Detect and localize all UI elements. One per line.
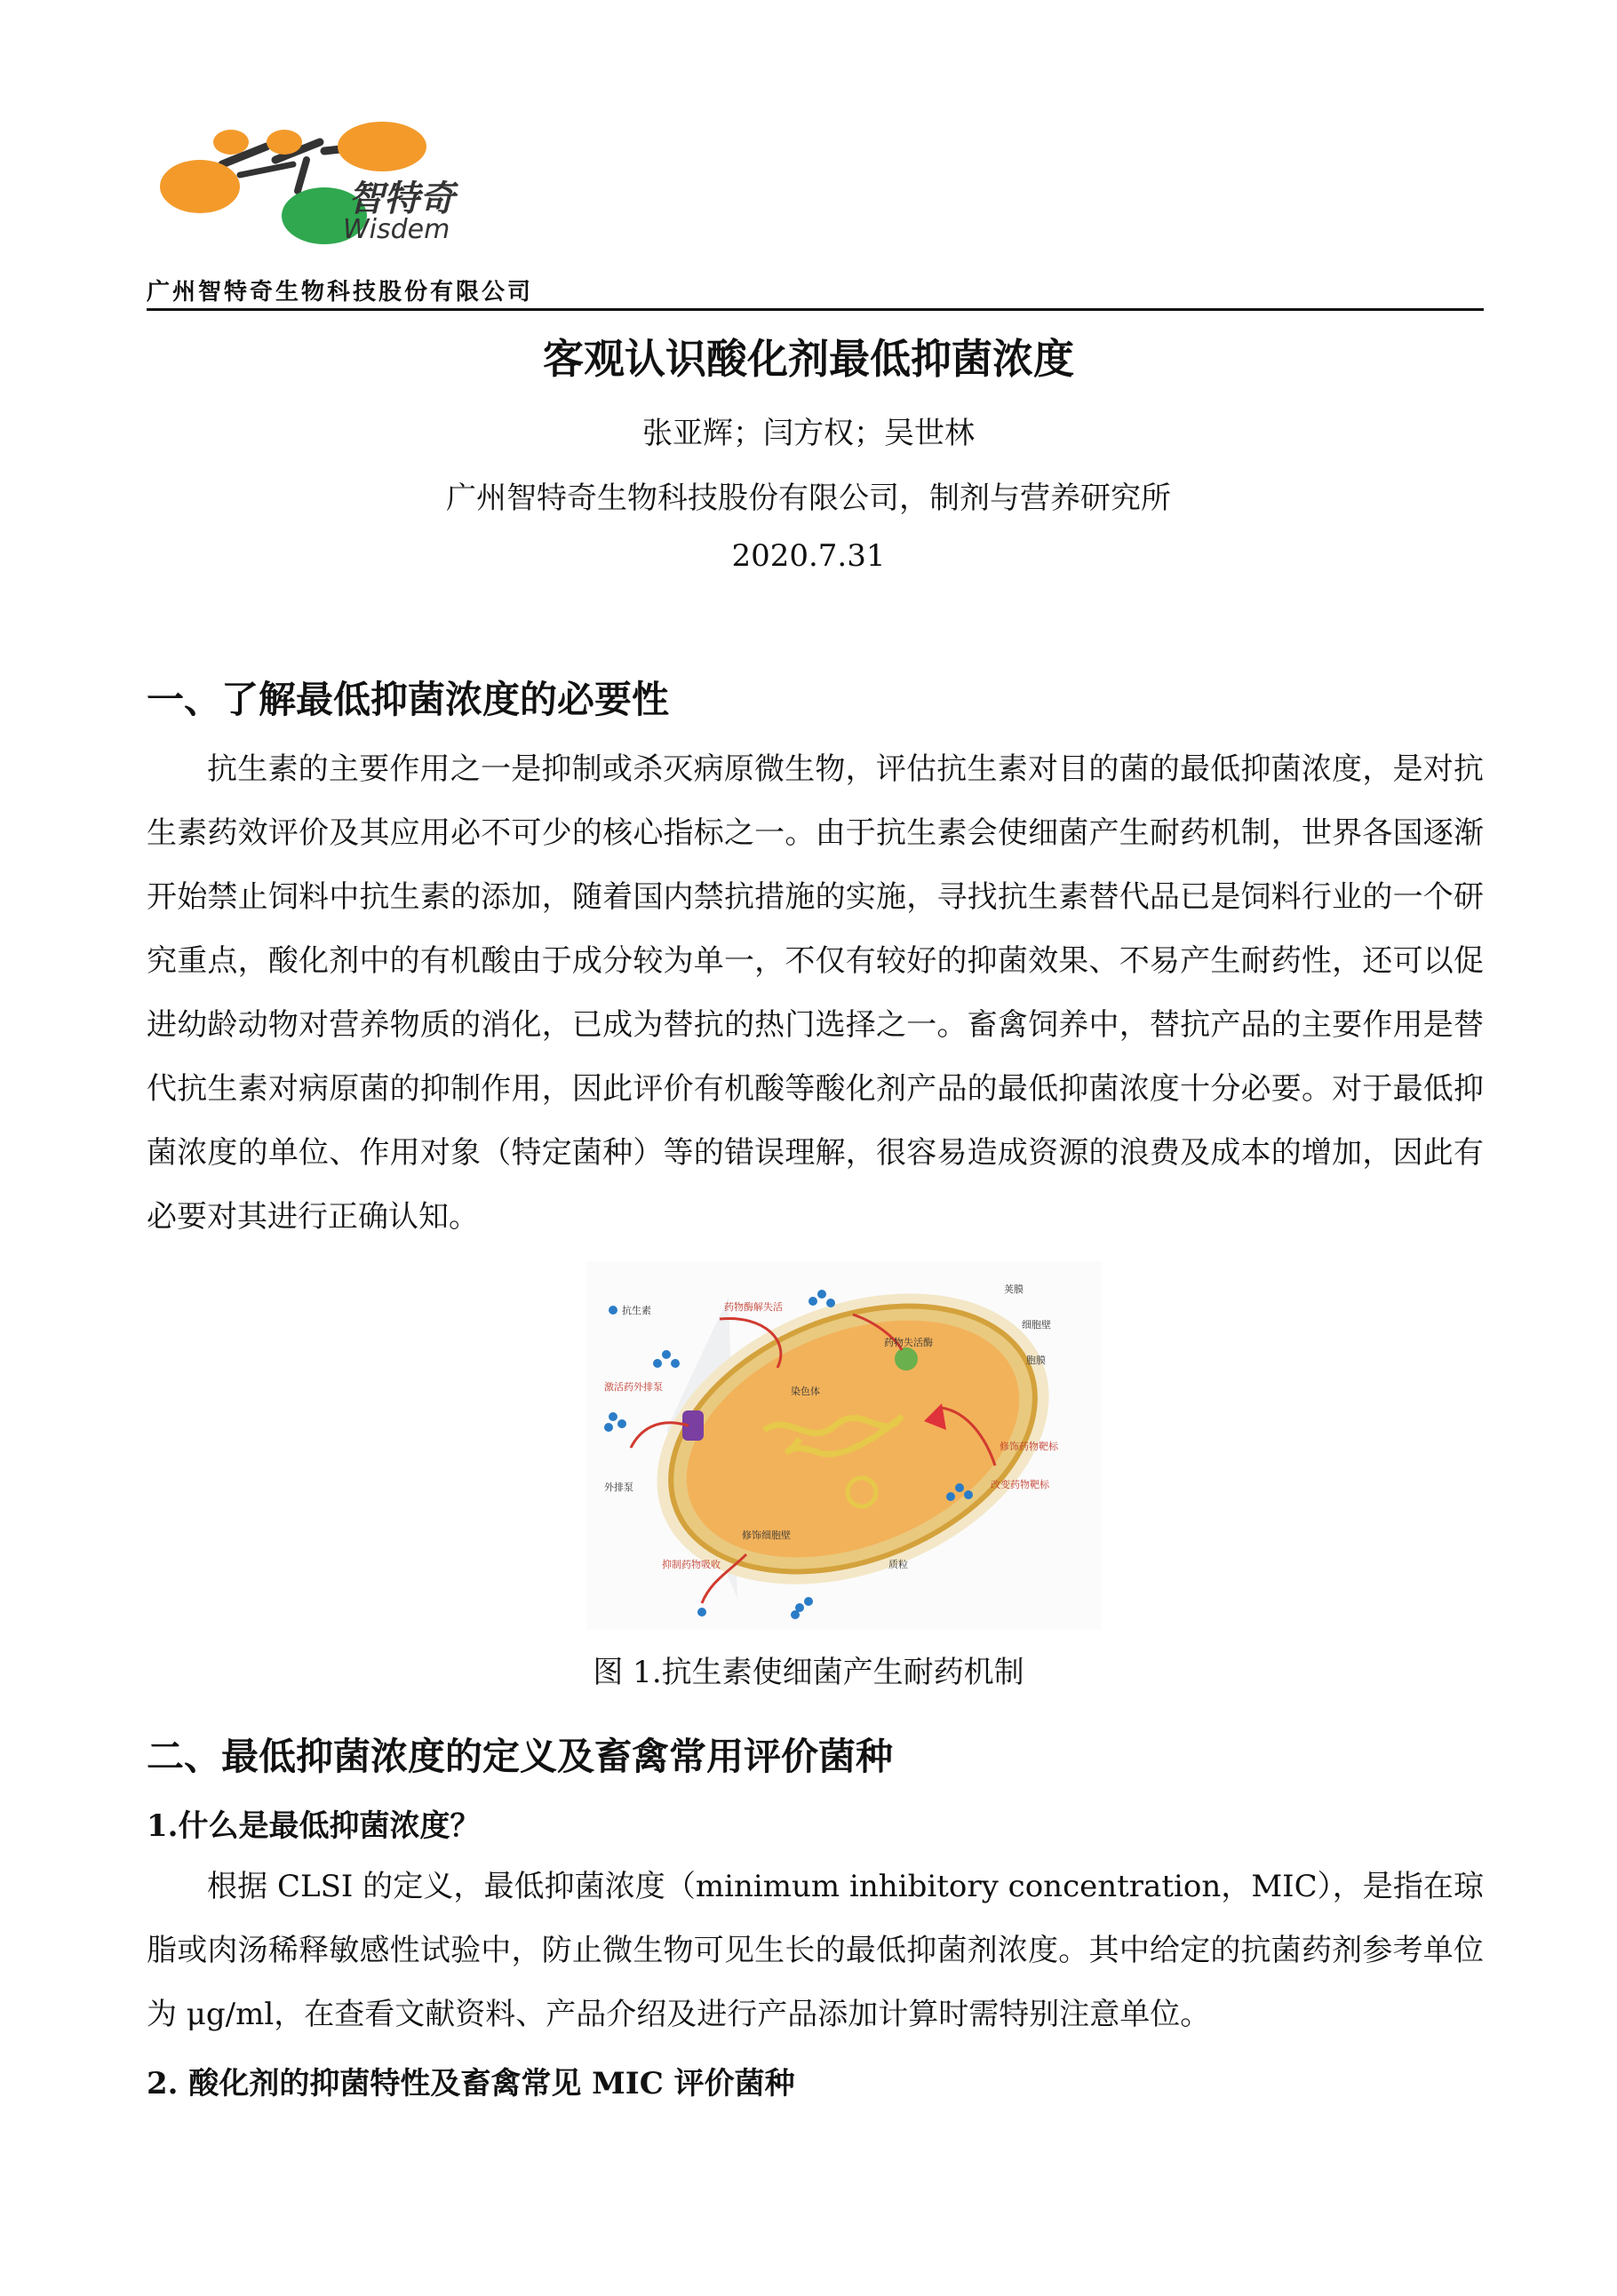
fig-label-antibiotic: 抗生素 [622,1305,651,1316]
fig-label-membrane: 胞膜 [1026,1355,1046,1366]
fig-label-cell-wall: 细胞壁 [1022,1319,1051,1331]
fig-label-plasmid: 质粒 [888,1559,908,1570]
resistance-mechanism-figure [586,1261,1102,1630]
fig-label-target-change: 改变药物靶标 [991,1479,1049,1490]
fig-label-efflux-activate: 激活药外排泵 [604,1381,663,1393]
section1-paragraph: 抗生素的主要作用之一是抑制或杀灭病原微生物，评估抗生素对目的菌的最低抑菌浓度，是对抗生素药效评价及其应用必不可少的核心指标之一。由于抗生素会使细菌产生耐药机制，世界各国逐渐开始禁止饲料中抗生素的添加，随着国内禁抗措施的实施，寻找抗生素替代品已是饲料行业的一个研究重点，酸化剂中的有机酸由于成分较为单一，不仅有较好的抑菌效果、不易产生耐药性，还可以促进幼龄动物对营养物质的消化，已成为替抗的热门选择之一。畜禽饲养中，替抗产品的主要作用是替代抗生素对病原菌的抑制作用，因此评价有机酸等酸化剂产品的最低抑菌浓度十分必要。对于最低抑菌浓度的单位、作用对象（特定菌种）等的错误理解，很容易造成资源的浪费及成本的增加，因此有必要对其进行正确认知。 [147,751,1484,1235]
authors: 张亚辉；闫方权；吴世林 [642,416,975,451]
section2-paragraph: 根据 CLSI 的定义，最低抑菌浓度（minimum inhibitory concentration，MIC），是指在琼脂或肉汤稀释敏感性试验中，防止微生物可见生长的最低抑菌剂浓度。其中给定的抗菌药剂参考单位为 μg/ml，在查看文献资料、产品介绍及进行产品添加计算时需特别注意单位。 [147,1869,1484,2032]
subsection2-heading: 2. 酸化剂的抑菌特性及畜禽常见 MIC 评价菌种 [147,2066,795,2101]
subsection1-heading: 1.什么是最低抑菌浓度？ [147,1808,481,1844]
section2-heading: 二、最低抑菌浓度的定义及畜禽常用评价菌种 [147,1735,894,1778]
fig-label-enzyme-inactivation: 药物酶解失活 [724,1301,783,1313]
fig-label-drug-inactivated: 药物失活酶 [884,1337,933,1348]
figure-caption: 图 1.抗生素使细菌产生耐药机制 [593,1655,1024,1690]
logo-cn-text: 智特奇 [348,179,455,219]
fig-label-chromosome: 染色体 [791,1386,820,1397]
fig-label-capsule: 荚膜 [1004,1283,1024,1295]
enzyme-icon [895,1347,918,1370]
fig-label-target-modify: 修饰药物靶标 [1000,1441,1058,1452]
header-divider [147,308,1484,311]
fig-label-cell-wall-modify: 修饰细胞壁 [742,1529,791,1541]
fig-label-efflux-pump: 外排泵 [604,1482,633,1493]
affiliation: 广州智特奇生物科技股份有限公司，制剂与营养研究所 [446,481,1171,516]
header-company-name: 广州智特奇生物科技股份有限公司 [147,279,534,306]
publish-date: 2020.7.31 [731,538,886,574]
company-logo [142,111,515,253]
page-title: 客观认识酸化剂最低抑菌浓度 [543,335,1074,383]
fig-label-inhibit-uptake: 抑制药物吸收 [662,1559,721,1570]
logo-en-text: Wisdem [343,214,450,245]
section1-heading: 一、了解最低抑菌浓度的必要性 [147,678,670,721]
